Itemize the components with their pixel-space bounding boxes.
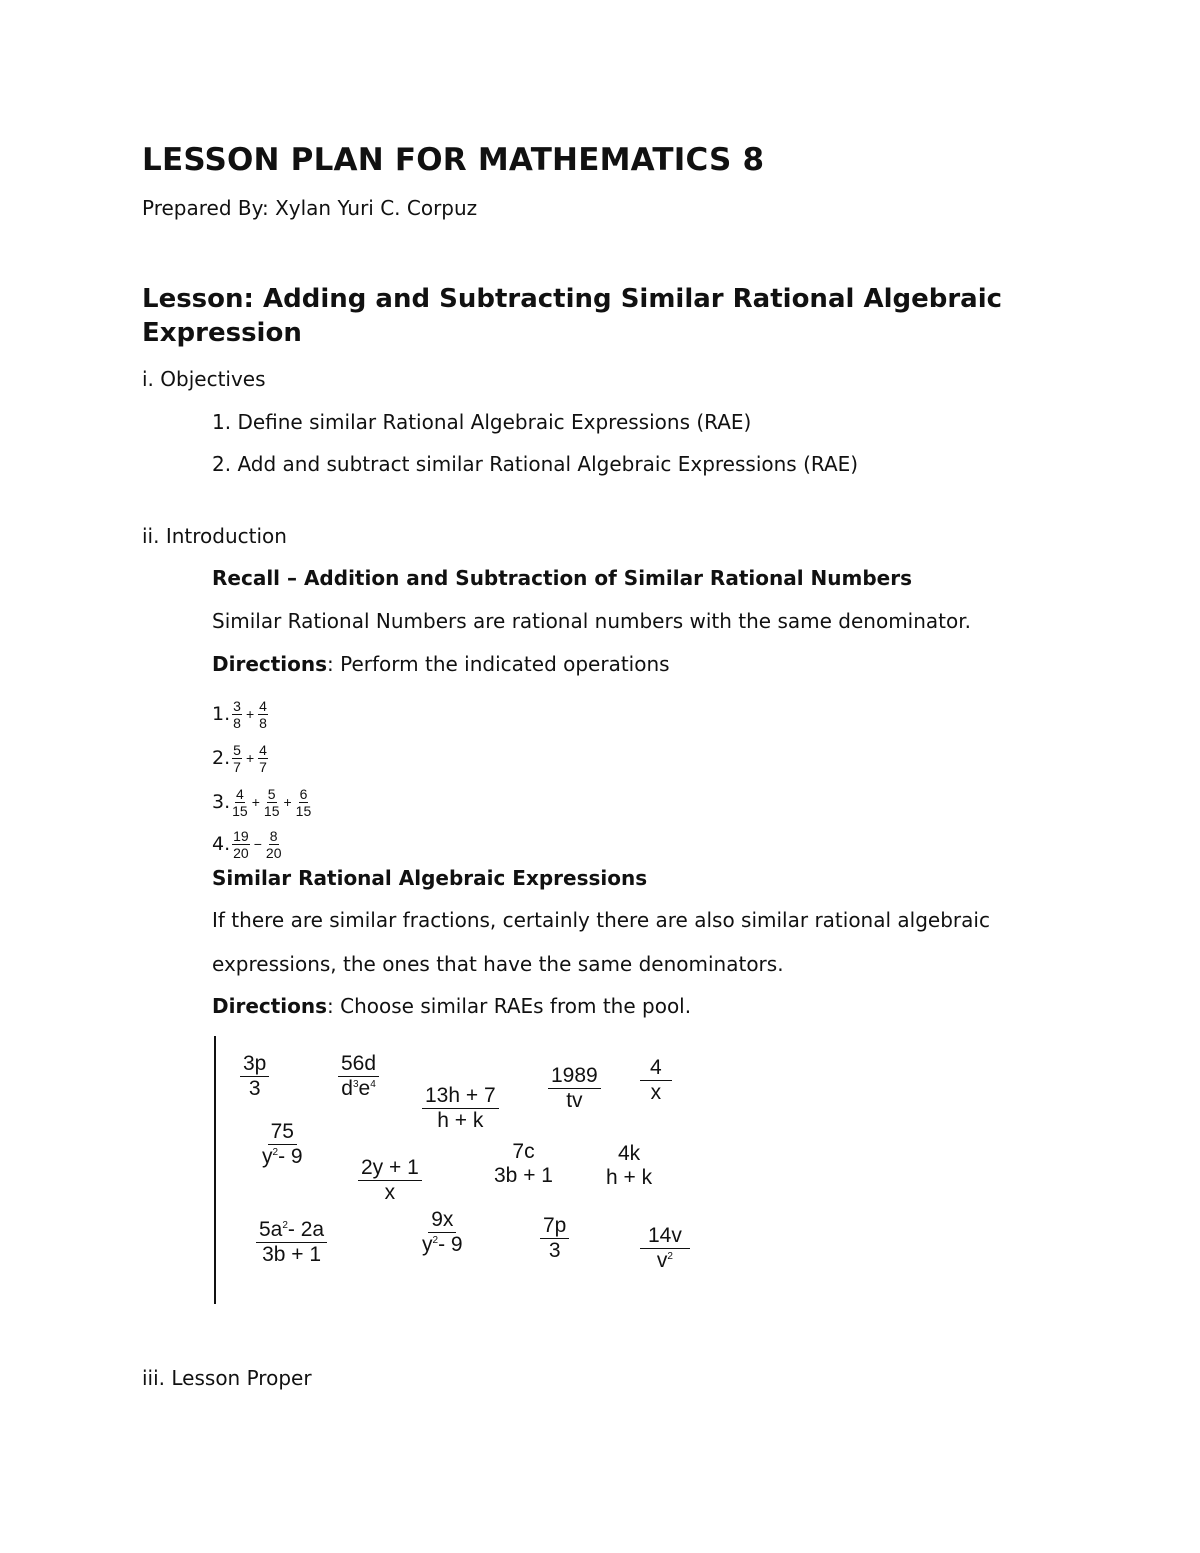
similar-rae-heading: Similar Rational Algebraic Expressions: [212, 866, 648, 890]
rae-den-part: e: [358, 1077, 371, 1100]
introduction-heading: ii. Introduction: [142, 524, 287, 548]
lesson-title: Lesson: Adding and Subtracting Similar Rational Algebraic Expression: [142, 284, 1003, 348]
exercise-3: [212, 780, 313, 824]
fraction: [232, 742, 242, 775]
rae-den-part: v: [656, 1249, 668, 1272]
rae-den-part: - 9: [438, 1233, 463, 1256]
recall-text: Similar Rational Numbers are rational numbers with the same denominator.: [212, 609, 971, 633]
fraction: [232, 828, 250, 861]
rae-exponent: 2: [667, 1251, 673, 1262]
fraction-denominator: 7: [233, 758, 241, 775]
rae-denominator: 3b + 1: [494, 1164, 553, 1187]
rae-numerator: 7p: [540, 1214, 569, 1239]
objective-item-2: 2. Add and subtract similar Rational Algebraic Expressions (RAE): [212, 452, 859, 476]
rae-denominator: x: [384, 1181, 396, 1204]
document-title: LESSON PLAN FOR MATHEMATICS 8: [142, 142, 765, 178]
rae-numerator: 9x: [428, 1208, 456, 1233]
rae-numerator: 14v: [640, 1224, 690, 1249]
rae-exponent: 2: [282, 1220, 288, 1231]
fraction: [264, 786, 280, 819]
fraction: [232, 698, 242, 731]
rae-den-part: y: [262, 1145, 273, 1168]
operator: +: [283, 794, 292, 810]
fraction-denominator: 20: [233, 844, 249, 861]
operator: +: [245, 750, 255, 766]
fraction: [232, 786, 248, 819]
exercise-label: 1.: [212, 703, 231, 725]
exercise-4: [212, 822, 283, 866]
fraction-numerator: 4: [259, 697, 267, 714]
fraction-numerator: 6: [299, 785, 308, 802]
rae-num-part: 5a: [259, 1218, 283, 1241]
fraction-denominator: 8: [233, 714, 241, 731]
rae-5a2-2a-over-3b1: [256, 1218, 327, 1267]
rae-exponent: 3: [352, 1079, 359, 1090]
rae-numerator: 1989: [548, 1064, 601, 1089]
directions-label: Directions: [212, 652, 328, 676]
similar-rae-text-line-1: If there are similar fractions, certainly there are also similar rational algebraic: [212, 908, 990, 932]
rae-numerator: 75: [268, 1120, 297, 1145]
rae-denominator: 3: [248, 1077, 261, 1100]
rae-denominator: x: [650, 1081, 662, 1104]
recall-heading: Recall – Addition and Subtraction of Similar Rational Numbers: [212, 566, 912, 590]
fraction-denominator: 20: [265, 844, 282, 861]
rae-numerator: 56d: [338, 1052, 379, 1077]
exercise-label: 4.: [212, 833, 231, 855]
rae-3p-over-3: [240, 1052, 269, 1101]
rae-4-over-x: [640, 1056, 672, 1105]
operator: −: [253, 836, 262, 852]
fraction-denominator: 15: [232, 802, 248, 819]
fraction-denominator: 15: [263, 802, 280, 819]
rae-numerator: 13h + 7: [422, 1084, 499, 1109]
directions-text: : Perform the indicated operations: [327, 652, 670, 676]
rae-numerator: 2y + 1: [358, 1156, 422, 1181]
rae-4k-over-hk: [606, 1142, 652, 1190]
prepared-by: Prepared By: Xylan Yuri C. Corpuz: [142, 196, 478, 220]
fraction-denominator: 7: [259, 758, 267, 775]
rae-denominator: 3: [548, 1239, 561, 1262]
directions-label: Directions: [212, 994, 328, 1018]
rae-denominator: h + k: [606, 1166, 653, 1189]
rae-denominator: [657, 1249, 673, 1273]
objective-item-1: 1. Define similar Rational Algebraic Expressions (RAE): [212, 410, 752, 434]
rae-14v-over-v2: [640, 1224, 690, 1273]
rae-denominator: [262, 1145, 303, 1169]
exercise-1: [212, 692, 270, 736]
directions-1: [212, 652, 670, 676]
rae-75-over-y2-9: [262, 1120, 303, 1169]
fraction-denominator: 8: [259, 714, 267, 731]
exercise-label: 3.: [212, 791, 231, 813]
similar-rae-text-line-2: expressions, the ones that have the same denominators.: [212, 952, 784, 976]
rae-den-part: y: [422, 1233, 433, 1256]
operator: +: [251, 794, 260, 810]
rae-exponent: 2: [432, 1235, 439, 1246]
rae-7p-over-3: [540, 1214, 569, 1263]
rae-7c-over-3b1: [494, 1140, 553, 1188]
rae-1989-over-tv: [548, 1064, 601, 1113]
directions-2: [212, 994, 691, 1018]
rae-den-part: - 9: [278, 1145, 303, 1168]
lesson-proper-heading: iii. Lesson Proper: [142, 1366, 312, 1390]
fraction-numerator: 3: [233, 697, 241, 714]
fraction-numerator: 19: [233, 827, 249, 844]
rae-exponent: 4: [370, 1079, 376, 1090]
rae-numerator: 3p: [240, 1052, 269, 1077]
fraction-numerator: 5: [267, 785, 276, 802]
fraction: [258, 698, 268, 731]
fraction: [266, 828, 282, 861]
fraction-numerator: 5: [233, 741, 241, 758]
rae-denominator: [422, 1233, 463, 1257]
rae-exponent: 2: [272, 1147, 279, 1158]
fraction-numerator: 8: [269, 827, 278, 844]
rae-denominator: [341, 1077, 376, 1101]
rae-denominator: h + k: [437, 1109, 484, 1132]
rae-numerator: 4k: [617, 1142, 641, 1165]
exercise-2: [212, 736, 270, 780]
fraction-denominator: 15: [295, 802, 312, 819]
operator: +: [245, 706, 255, 722]
rae-9x-over-y2-9: [422, 1208, 463, 1257]
rae-denominator: 3b + 1: [262, 1243, 322, 1266]
rae-numerator: 7c: [512, 1140, 535, 1163]
rae-numerator: 4: [640, 1056, 672, 1081]
rae-denominator: tv: [566, 1089, 583, 1112]
exercise-label: 2.: [212, 747, 231, 769]
rae-2y1-over-x: [358, 1156, 422, 1205]
pool-divider-line: [214, 1036, 216, 1304]
rae-13h7-over-hk: [422, 1084, 499, 1133]
fraction-numerator: 4: [259, 741, 267, 758]
directions-text: : Choose similar RAEs from the pool.: [327, 994, 692, 1018]
rae-num-part: - 2a: [287, 1218, 325, 1241]
objectives-heading: i. Objectives: [142, 367, 266, 391]
rae-numerator: [256, 1218, 327, 1243]
rae-den-part: d: [341, 1077, 353, 1100]
fraction: [296, 786, 312, 819]
fraction: [258, 742, 268, 775]
rae-56d-over-d3e4: [338, 1052, 379, 1101]
fraction-numerator: 4: [236, 785, 244, 802]
